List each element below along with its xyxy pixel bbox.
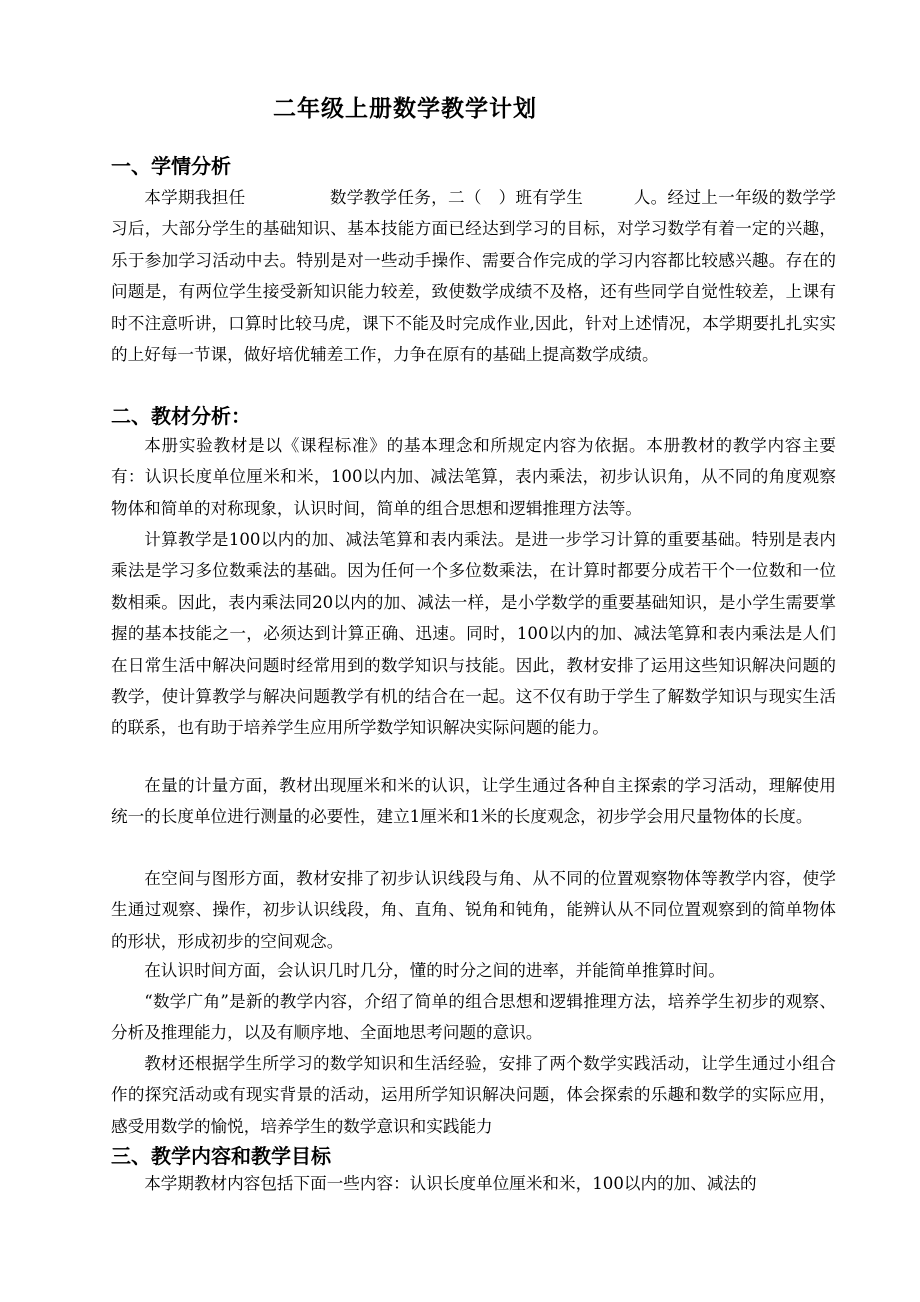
paragraph-calculation-teaching: 计算教学是100以内的加、减法笔算和表内乘法。是进一步学习计算的重要基础。特别是表内乘法是学习多位数乘法的基础。因为任何一个多位数乘法，在计算时都要分成若干个一位数和一位数相乘。因此，表内乘法同20以内的加、减法一样，是小学数学的重要基础知识，是小学生需要掌握的基本技能之一，必须达到计算正确、迅速。同时，100以内的加、减法笔算和表内乘法是人们在日常生活中解决问题时经常用到的数学知识与技能。因此，教材安排了运用这些知识解决问题的教学，使计算教学与解决问题教学有机的结合在一起。这不仅有助于学生了解数学知识与现实生活的联系，也有助于培养学生应用所学数学知识解决实际问题的能力。 (111, 530, 836, 738)
section-heading-content-and-goals: 三、教学内容和教学目标 (111, 1144, 331, 1168)
paragraph-math-corner: “数学广角”是新的教学内容，介绍了简单的组合思想和逻辑推理方法，培养学生初步的观察、分析及推理能力，以及有顺序地、全面地思考问题的意识。 (111, 992, 836, 1043)
paragraph-measurement: 在量的计量方面，教材出现厘米和米的认识，让学生通过各种自主探索的学习活动，理解使用统一的长度单位进行测量的必要性，建立1厘米和1米的长度观念，初步学会用尺量物体的长度。 (111, 776, 836, 827)
paragraph-practice-activities: 教材还根据学生所学习的数学知识和生活经验，安排了两个数学实践活动，让学生通过小组合作的探究活动或有现实背景的活动，运用所学知识解决问题，体会探索的乐趣和数学的实际应用，感受用数学的愉悦，培养学生的数学意识和实践能力 (111, 1054, 836, 1136)
paragraph-time: 在认识时间方面，会认识几时几分，懂的时分之间的进率，并能简单推算时间。 (144, 961, 725, 980)
section-heading-textbook-analysis: 二、教材分析： (111, 404, 251, 428)
section-heading-learning-analysis: 一、学情分析 (111, 154, 231, 178)
paragraph-space-and-shapes: 在空间与图形方面，教材安排了初步认识线段与角、从不同的位置观察物体等教学内容，使学生通过观察、操作，初步认识线段，角、直角、锐角和钝角，能辨认从不同位置观察到的简单物体的形状，形成初步的空间观念。 (111, 869, 836, 951)
paragraph-content-intro: 本学期教材内容包括下面一些内容：认识长度单位厘米和米，100以内的加、减法的 (144, 1174, 757, 1193)
document-title: 二年级上册数学教学计划 (273, 96, 537, 122)
paragraph-textbook-overview: 本册实验教材是以《课程标准》的基本理念和所规定内容为依据。本册教材的教学内容主要有：认识长度单位厘米和米，100以内加、减法笔算，表内乘法，初步认识角，从不同的角度观察物体和简单的对称现象，认识时间，简单的组合思想和逻辑推理方法等。 (111, 436, 836, 518)
paragraph-learning-analysis: 本学期我担任 数学教学任务，二（ ）班有学生 人。经过上一年级的数学学习后，大部分学生的基础知识、基本技能方面已经达到学习的目标，对学习数学有着一定的兴趣，乐于参加学习活动中去。特别是对一些动手操作、需要合作完成的学习内容都比较感兴趣。存在的问题是，有两位学生接受新知识能力较差，致使数学成绩不及格，还有些同学自觉性较差，上课有时不注意听讲，口算时比较马虎，课下不能及时完成作业,因此，针对上述情况，本学期要扎扎实实的上好每一节课，做好培优辅差工作，力争在原有的基础上提高数学成绩。 (111, 188, 836, 365)
